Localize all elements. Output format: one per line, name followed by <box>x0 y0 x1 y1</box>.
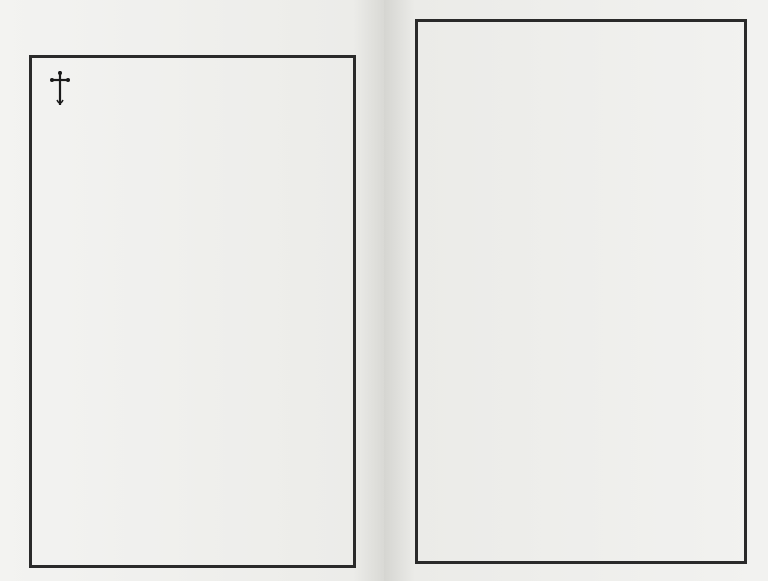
right-frame <box>415 19 747 564</box>
left-frame <box>29 55 356 568</box>
document-title <box>45 138 328 162</box>
cross-icon <box>49 70 71 106</box>
